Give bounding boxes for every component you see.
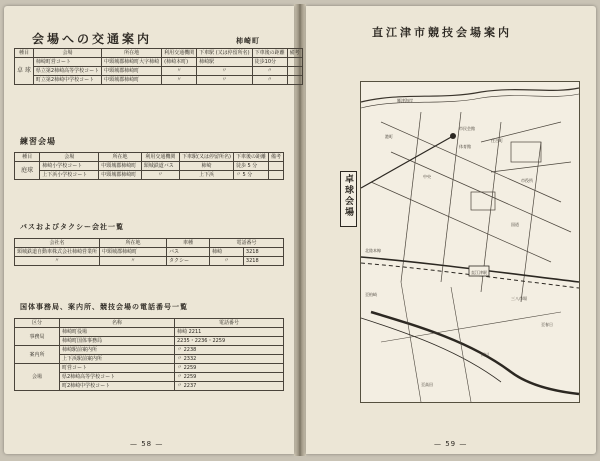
table-row bbox=[15, 67, 303, 76]
table-row bbox=[15, 248, 284, 257]
cell: 柿崎 2211 bbox=[175, 328, 284, 337]
th-address: 所在地 bbox=[102, 49, 162, 58]
practice-table bbox=[14, 152, 284, 180]
cell bbox=[268, 162, 283, 171]
venue-label: 卓球会場 bbox=[340, 171, 357, 227]
th-station: 下車駅 (又は停留所名) bbox=[197, 49, 253, 58]
cell: 柿崎町営コート bbox=[33, 58, 101, 67]
map-label: 住吉町 bbox=[491, 138, 503, 143]
cell bbox=[287, 58, 302, 67]
cell: バス bbox=[167, 248, 210, 257]
th-station: 下車駅(又は停留所名) bbox=[180, 153, 234, 162]
page-number: — 58 — bbox=[130, 440, 164, 448]
th-address: 所在地 bbox=[99, 153, 141, 162]
cell: 上下浜駅前案内所 bbox=[60, 355, 175, 364]
map-label: 至高田 bbox=[421, 382, 433, 387]
map-label: 三八市場 bbox=[511, 296, 527, 301]
practice-title: 練習会場 bbox=[20, 137, 56, 146]
cell: 事務局 bbox=[15, 328, 60, 346]
map-label: 直江津駅 bbox=[471, 270, 487, 275]
th-event: 種目 bbox=[15, 153, 40, 162]
cell: 〃 2238 bbox=[175, 346, 284, 355]
cell: 上下浜 bbox=[180, 171, 234, 180]
map-label: 市民会館 bbox=[459, 126, 475, 131]
map-label: 中央 bbox=[423, 174, 431, 179]
cell: 柿崎町国体事務局 bbox=[60, 337, 175, 346]
cell: 〃 2259 bbox=[175, 373, 284, 382]
th-address: 所在地 bbox=[100, 239, 167, 248]
cell: 徒歩10分 bbox=[252, 58, 287, 67]
city-map bbox=[360, 81, 580, 403]
th-venue: 会場 bbox=[40, 153, 99, 162]
th-phone: 電話番号 bbox=[210, 239, 284, 248]
left-page bbox=[4, 6, 300, 454]
map-label: 至春日 bbox=[541, 322, 553, 327]
transport-table bbox=[14, 48, 303, 85]
table-row bbox=[15, 162, 284, 171]
cell: 柿崎 bbox=[180, 162, 234, 171]
cell: 〃 bbox=[162, 67, 197, 76]
cell: 頸城鉄道自動車株式会社柿崎営業所 bbox=[15, 248, 100, 257]
table-row bbox=[15, 364, 284, 373]
cell: 〃 2332 bbox=[175, 355, 284, 364]
th-distance: 下車後の距離 bbox=[252, 49, 287, 58]
th-venue: 会場 bbox=[33, 49, 101, 58]
side-label: 庭球 bbox=[15, 162, 40, 180]
cell: 〃 bbox=[197, 67, 253, 76]
cell: 中頸城郡柿崎町 bbox=[99, 171, 141, 180]
cell: 柿崎 bbox=[210, 248, 244, 257]
cell: 〃 bbox=[252, 67, 287, 76]
cell: 柿崎町役場 bbox=[60, 328, 175, 337]
right-page bbox=[306, 6, 596, 454]
map-label: 北陸本線 bbox=[365, 248, 381, 253]
cell: 〃 bbox=[162, 76, 197, 85]
cell: 柿崎小学校コート bbox=[40, 162, 99, 171]
cell: 上下浜小学校コート bbox=[40, 171, 99, 180]
cell: 中頸城郡柿崎町 bbox=[102, 67, 162, 76]
town-label: 柿崎町 bbox=[236, 37, 260, 45]
th-note: 備考 bbox=[268, 153, 283, 162]
cell: 柿崎駅前案内所 bbox=[60, 346, 175, 355]
page-number: — 59 — bbox=[434, 440, 468, 448]
cell: 〃 bbox=[15, 257, 100, 266]
cell: 県立第2柿崎高等学校コート bbox=[33, 67, 101, 76]
table-row bbox=[15, 171, 284, 180]
cell: 中頸城郡柿崎町大字柿崎 bbox=[102, 58, 162, 67]
cell: 〃 bbox=[141, 171, 179, 180]
map-label: 港町 bbox=[385, 134, 393, 139]
cell: 〃 bbox=[100, 257, 167, 266]
table-row bbox=[15, 346, 284, 355]
cell: 徒歩 5 分 bbox=[233, 162, 268, 171]
th-transit: 利用交通機関 bbox=[141, 153, 179, 162]
cell: 3218 bbox=[243, 257, 283, 266]
map-label: 郷津海岸 bbox=[397, 98, 413, 103]
map-title: 直江津市競技会場案内 bbox=[372, 26, 512, 39]
page-title: 会場への交通案内 bbox=[32, 32, 153, 46]
cell: 頸城鉄道バス bbox=[141, 162, 179, 171]
table-row bbox=[15, 328, 284, 337]
cell: 町営コート bbox=[60, 364, 175, 373]
th-vehicle: 車種 bbox=[167, 239, 210, 248]
cell: 3218 bbox=[243, 248, 283, 257]
cell: タクシー bbox=[167, 257, 210, 266]
map-label: 市役所 bbox=[521, 178, 533, 183]
table-row bbox=[15, 76, 303, 85]
bus-table bbox=[14, 238, 284, 266]
table-row bbox=[15, 58, 303, 67]
map-label: 体育館 bbox=[459, 144, 471, 149]
cell: 中頸城郡柿崎町 bbox=[100, 248, 167, 257]
phones-table bbox=[14, 318, 284, 391]
cell: 〃 2237 bbox=[175, 382, 284, 391]
cell: 案内所 bbox=[15, 346, 60, 364]
cell: 〃 bbox=[252, 76, 287, 85]
cell bbox=[287, 76, 302, 85]
cell: 2235・2236・2259 bbox=[175, 337, 284, 346]
th-company: 会社名 bbox=[15, 239, 100, 248]
map-label: 国道 bbox=[511, 222, 519, 227]
cell bbox=[287, 67, 302, 76]
cell bbox=[268, 171, 283, 180]
th-phone: 電話番号 bbox=[175, 319, 284, 328]
cell: (柿崎本町) bbox=[162, 58, 197, 67]
bus-title: バスおよびタクシー会社一覧 bbox=[20, 223, 124, 231]
th-distance: 下車後の距離 bbox=[233, 153, 268, 162]
cell: 町2柿崎中学校コート bbox=[60, 382, 175, 391]
table-row bbox=[15, 257, 284, 266]
map-label: 関川 bbox=[481, 352, 489, 357]
th-transit: 利用交通機関 bbox=[162, 49, 197, 58]
cell: 〃 bbox=[210, 257, 244, 266]
cell: 会場 bbox=[15, 364, 60, 391]
th-note: 備考 bbox=[287, 49, 302, 58]
cell: 県2柿崎高等学校コート bbox=[60, 373, 175, 382]
phones-title: 国体事務局、案内所、競技会場の電話番号一覧 bbox=[20, 303, 188, 311]
cell: 柿崎駅 bbox=[197, 58, 253, 67]
th-event: 種目 bbox=[15, 49, 34, 58]
map-label: 至柏崎 bbox=[365, 292, 377, 297]
side-label: 卓 球 bbox=[15, 58, 34, 85]
cell: 〃 bbox=[197, 76, 253, 85]
th-name: 名称 bbox=[60, 319, 175, 328]
th-category: 区分 bbox=[15, 319, 60, 328]
cell: 中頸城郡柿崎町 bbox=[102, 76, 162, 85]
cell: 〃 5 分 bbox=[233, 171, 268, 180]
cell: 中頸城郡柿崎町 bbox=[99, 162, 141, 171]
cell: 〃 2259 bbox=[175, 364, 284, 373]
cell: 町立第2柿崎中学校コート bbox=[33, 76, 101, 85]
